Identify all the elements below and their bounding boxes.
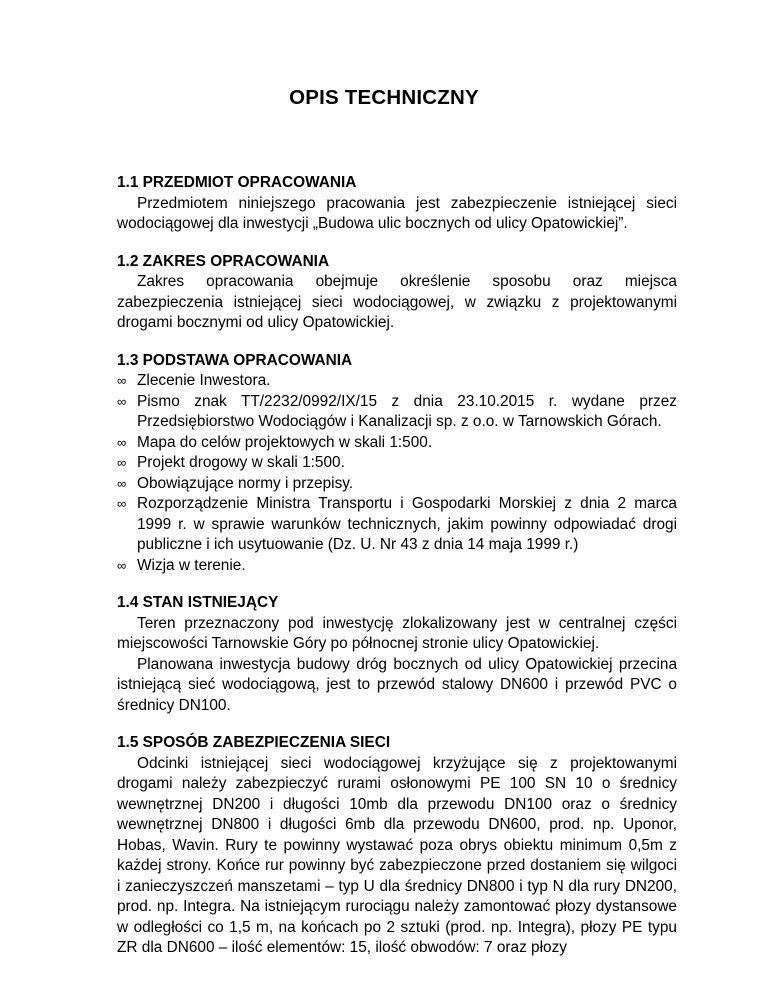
section-paragraph: Planowana inwestycja budowy dróg bocznych od ulicy Opatowickiej przecina istniejącą sieć wodociągową, jest to przewód stalowy DN600 i przewód PVC o średnicy DN100. [117, 655, 677, 714]
infinity-bullet-icon: ∞ [117, 393, 127, 409]
section-heading: 1.4 STAN ISTNIEJĄCY [117, 594, 279, 611]
list-item [117, 474, 677, 495]
section-przedmiot-opracowania [117, 173, 677, 235]
section-stan-istniejacy [117, 593, 677, 716]
section-paragraph: Odcinki istniejącej sieci wodociągowej krzyżujące się z projektowanymi drogami należy zabezpieczyć rurami osłonowymi PE 100 SN 10 o średnicy wewnętrznej DN200 i długości 10mb dla przewodu DN100 oraz o średnicy wewnętrznej DN800 i długości 6mb dla przewodu DN600, prod. np. Uponor, Hobas, Wavin. Rury te powinny wystawać poza obrys obiektu minimum 0,5m z każdej strony. Końce rur powinny być zabezpieczone przed dostaniem się wilgoci i zanieczyszczeń manszetami – typ U dla średnicy DN800 i typ N dla rury DN200, prod. np. Integra. Na istniejącym rurociągu należy zamontować płozy dystansowe w odległości co 1,5 m, na końcach po 2 sztuki (prod. np. Integra), płozy PE typu ZR dla DN600 – ilość elementów: 15, ilość obwodów: 7 oraz płozy [117, 754, 677, 956]
list-item-text: Pismo znak TT/2232/0992/IX/15 z dnia 23.10.2015 r. wydane przez Przedsiębiorstwo Wodociągów i Kanalizacji sp. z o.o. w Tarnowskich Górach. [137, 392, 677, 430]
list-item-text: Zlecenie Inwestora. [137, 372, 271, 389]
infinity-bullet-icon: ∞ [117, 434, 127, 450]
list-item [117, 556, 677, 577]
list-item-text: Wizja w terenie. [137, 556, 246, 574]
section-sposob-zabezpieczenia [117, 733, 677, 959]
section-heading: 1.1 PRZEDMIOT OPRACOWANIA [117, 174, 357, 191]
list-item [117, 392, 677, 433]
section-paragraph: Przedmiotem niniejszego pracowania jest zabezpieczenie istniejącej sieci wodociągowej dla inwestycji „Budowa ulic bocznych od ulicy Opatowickiej”. [117, 194, 677, 232]
section-heading: 1.2 ZAKRES OPRACOWANIA [117, 252, 330, 270]
list-item [117, 371, 677, 392]
infinity-bullet-icon: ∞ [117, 496, 127, 511]
infinity-bullet-icon: ∞ [117, 373, 127, 388]
section-paragraph: Teren przeznaczony pod inwestycję zlokalizowany jest w centralnej części miejscowości Tarnowskie Góry po północnej stronie ulicy Opatowickiej. [117, 614, 677, 652]
list-item [117, 453, 677, 474]
list-item-text: Mapa do celów projektowych w skali 1:500. [137, 433, 433, 451]
infinity-bullet-icon: ∞ [117, 455, 127, 470]
list-item [117, 494, 677, 556]
document-title: OPIS TECHNICZNY [289, 86, 479, 109]
bullet-list [117, 371, 677, 576]
section-paragraph: Zakres opracowania obejmuje określenie sposobu oraz miejsca zabezpieczenia istniejącej sieci wodociągowej, w związku z projektowanymi drogami bocznymi od ulicy Opatowickiej. [117, 273, 677, 331]
section-heading: 1.5 SPOSÓB ZABEZPIECZENIA SIECI [117, 734, 391, 751]
section-podstawa-opracowania [117, 351, 677, 577]
section-zakres-opracowania [117, 252, 677, 334]
infinity-bullet-icon: ∞ [117, 475, 127, 491]
list-item-text: Rozporządzenie Ministra Transportu i Gospodarki Morskiej z dnia 2 marca 1999 r. w sprawie warunków technicznych, jakim powinny odpowiadać drogi publiczne i ich usytuowanie (Dz. U. Nr 43 z dnia 14 maja 1999 r.) [137, 495, 677, 553]
infinity-bullet-icon: ∞ [117, 557, 127, 573]
document-body [117, 173, 677, 976]
list-item-text: Obowiązujące normy i przepisy. [137, 474, 354, 492]
section-heading: 1.3 PODSTAWA OPRACOWANIA [117, 351, 353, 369]
list-item-text: Projekt drogowy w skali 1:500. [137, 454, 345, 471]
list-item [117, 433, 677, 454]
